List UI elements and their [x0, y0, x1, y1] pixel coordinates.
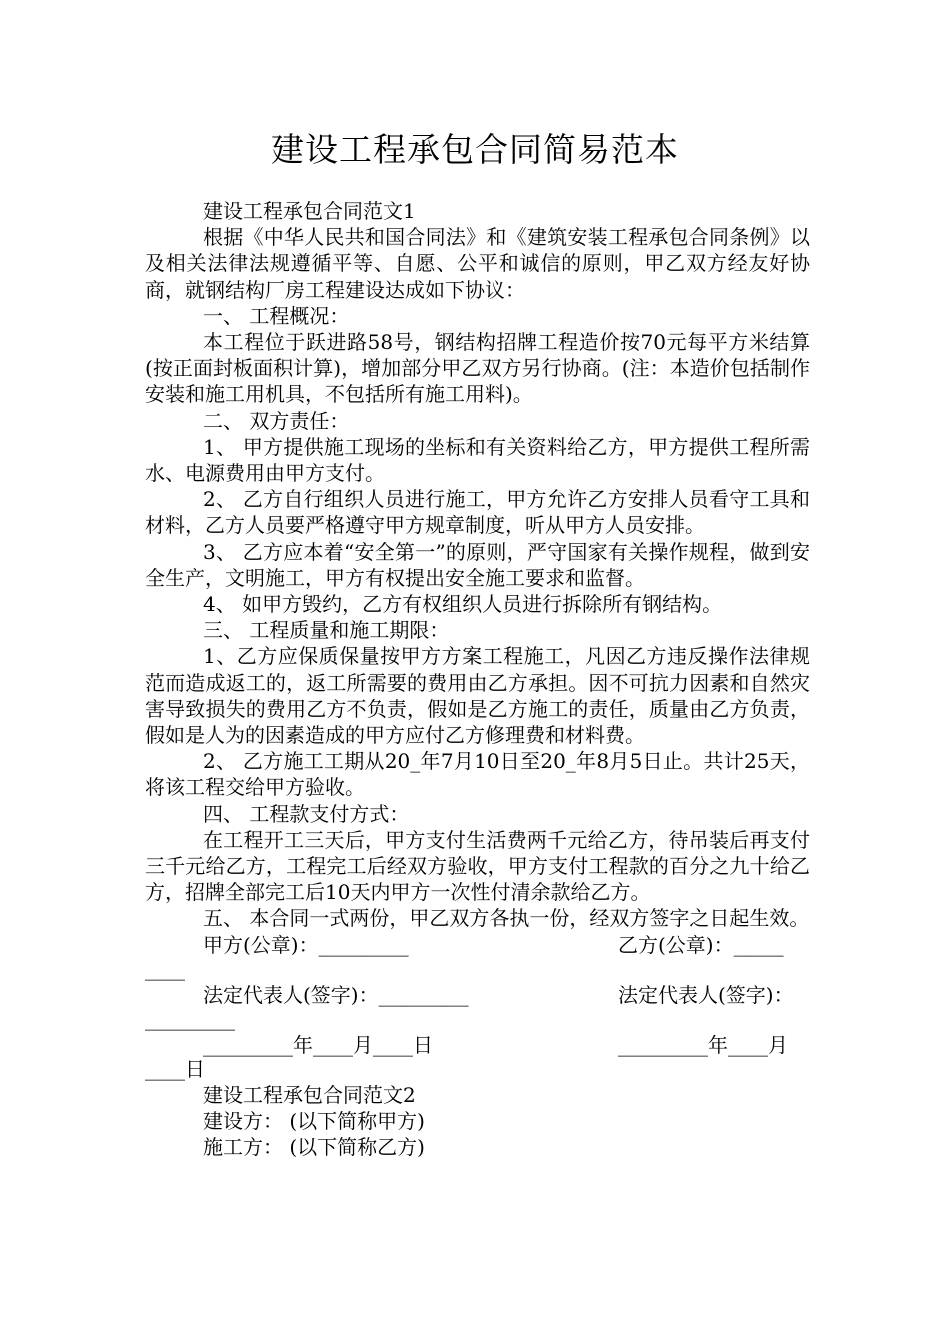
responsibility-item-1: 1、 甲方提供施工现场的坐标和有关资料给乙方，甲方提供工程所需水、电源费用由甲方支付。 [145, 434, 810, 486]
party-b-representative-blank: _________ [145, 1006, 235, 1031]
document-body [145, 198, 810, 1160]
section-heading-1: 一、 工程概况： [203, 303, 350, 328]
project-overview-paragraph: 本工程位于跃进路58号，钢结构招牌工程造价按70元每平方米结算(按正面封板面积计算)，增加部分甲乙双方另行协商。(注：本造价包括制作安装和施工用机具，不包括所有施工用料)。 [145, 330, 810, 407]
signature-row-date [145, 1032, 810, 1082]
party-b-seal-label: 乙方(公章)：_____ [618, 932, 784, 957]
responsibility-item-2: 2、 乙方自行组织人员进行施工，甲方允许乙方安排人员看守工具和材料，乙方人员要严格遵守甲方规章制度，听从甲方人员安排。 [145, 487, 810, 538]
section-heading-2: 二、 双方责任： [203, 408, 350, 433]
section-heading-4: 四、 工程款支付方式： [203, 801, 410, 826]
signature-row-seal [145, 932, 810, 982]
quality-item-1: 1、乙方应保质保量按甲方方案工程施工，凡因乙方违反操作法律规范而造成返工的，返工所需要的费用由乙方承担。因不可抗力因素和自然灾害导致损失的费用乙方不负责，假如是乙方施工的责任，质量由乙方负责，假如是人为的因素造成的甲方应付乙方修理费和材料费。 [145, 644, 810, 748]
party-a-representative-label: 法定代表人(签字)：_________ [203, 982, 469, 1007]
quality-item-2: 2、 乙方施工工期从20_年7月10日至20_年8月5日止。共计25天，将该工程交给甲方验收。 [145, 749, 810, 800]
party-b-seal-blank-continued: ____ [145, 956, 185, 981]
preamble-paragraph: 根据《中华人民共和国合同法》和《建筑安装工程承包合同条例》以及相关法律法规遵循平等、自愿、公平和诚信的原则，甲乙双方经友好协商，就钢结构厂房工程建设达成如下协议： [145, 225, 810, 302]
document-title: 建设工程承包合同简易范本 [271, 130, 679, 169]
responsibility-item-3: 3、 乙方应本着“安全第一”的原则，严守国家有关操作规程，做到安全生产，文明施工，甲方有权提出安全施工要求和监督。 [145, 539, 810, 590]
payment-paragraph: 在工程开工三天后，甲方支付生活费两千元给乙方，待吊装后再支付三千元给乙方，工程完工后经双方验收，甲方支付工程款的百分之九十给乙方，招牌全部完工后10天内甲方一次性付清余款给乙方。 [145, 827, 810, 905]
signature-row-representative [145, 982, 810, 1032]
section-heading-5: 五、 本合同一式两份，甲乙双方各执一份，经双方签字之日起生效。 [203, 906, 810, 931]
sample-heading-2: 建设工程承包合同范文2 [203, 1082, 416, 1107]
party-b-date: _________年____月 [618, 1032, 788, 1057]
party-b-date-continued: ____日 [145, 1056, 205, 1081]
builder-party-line: 建设方： (以下简称甲方) [203, 1108, 425, 1133]
party-a-seal-label: 甲方(公章)：_________ [203, 932, 409, 957]
responsibility-item-4: 4、 如甲方毁约，乙方有权组织人员进行拆除所有钢结构。 [203, 592, 723, 617]
contractor-party-line: 施工方： (以下简称乙方) [203, 1135, 425, 1160]
party-b-representative-label: 法定代表人(签字)： [618, 982, 794, 1007]
sample-heading-1: 建设工程承包合同范文1 [203, 199, 416, 223]
section-heading-3: 三、 工程质量和施工期限： [203, 618, 450, 643]
party-a-date: _________年____月____日 [203, 1032, 433, 1057]
